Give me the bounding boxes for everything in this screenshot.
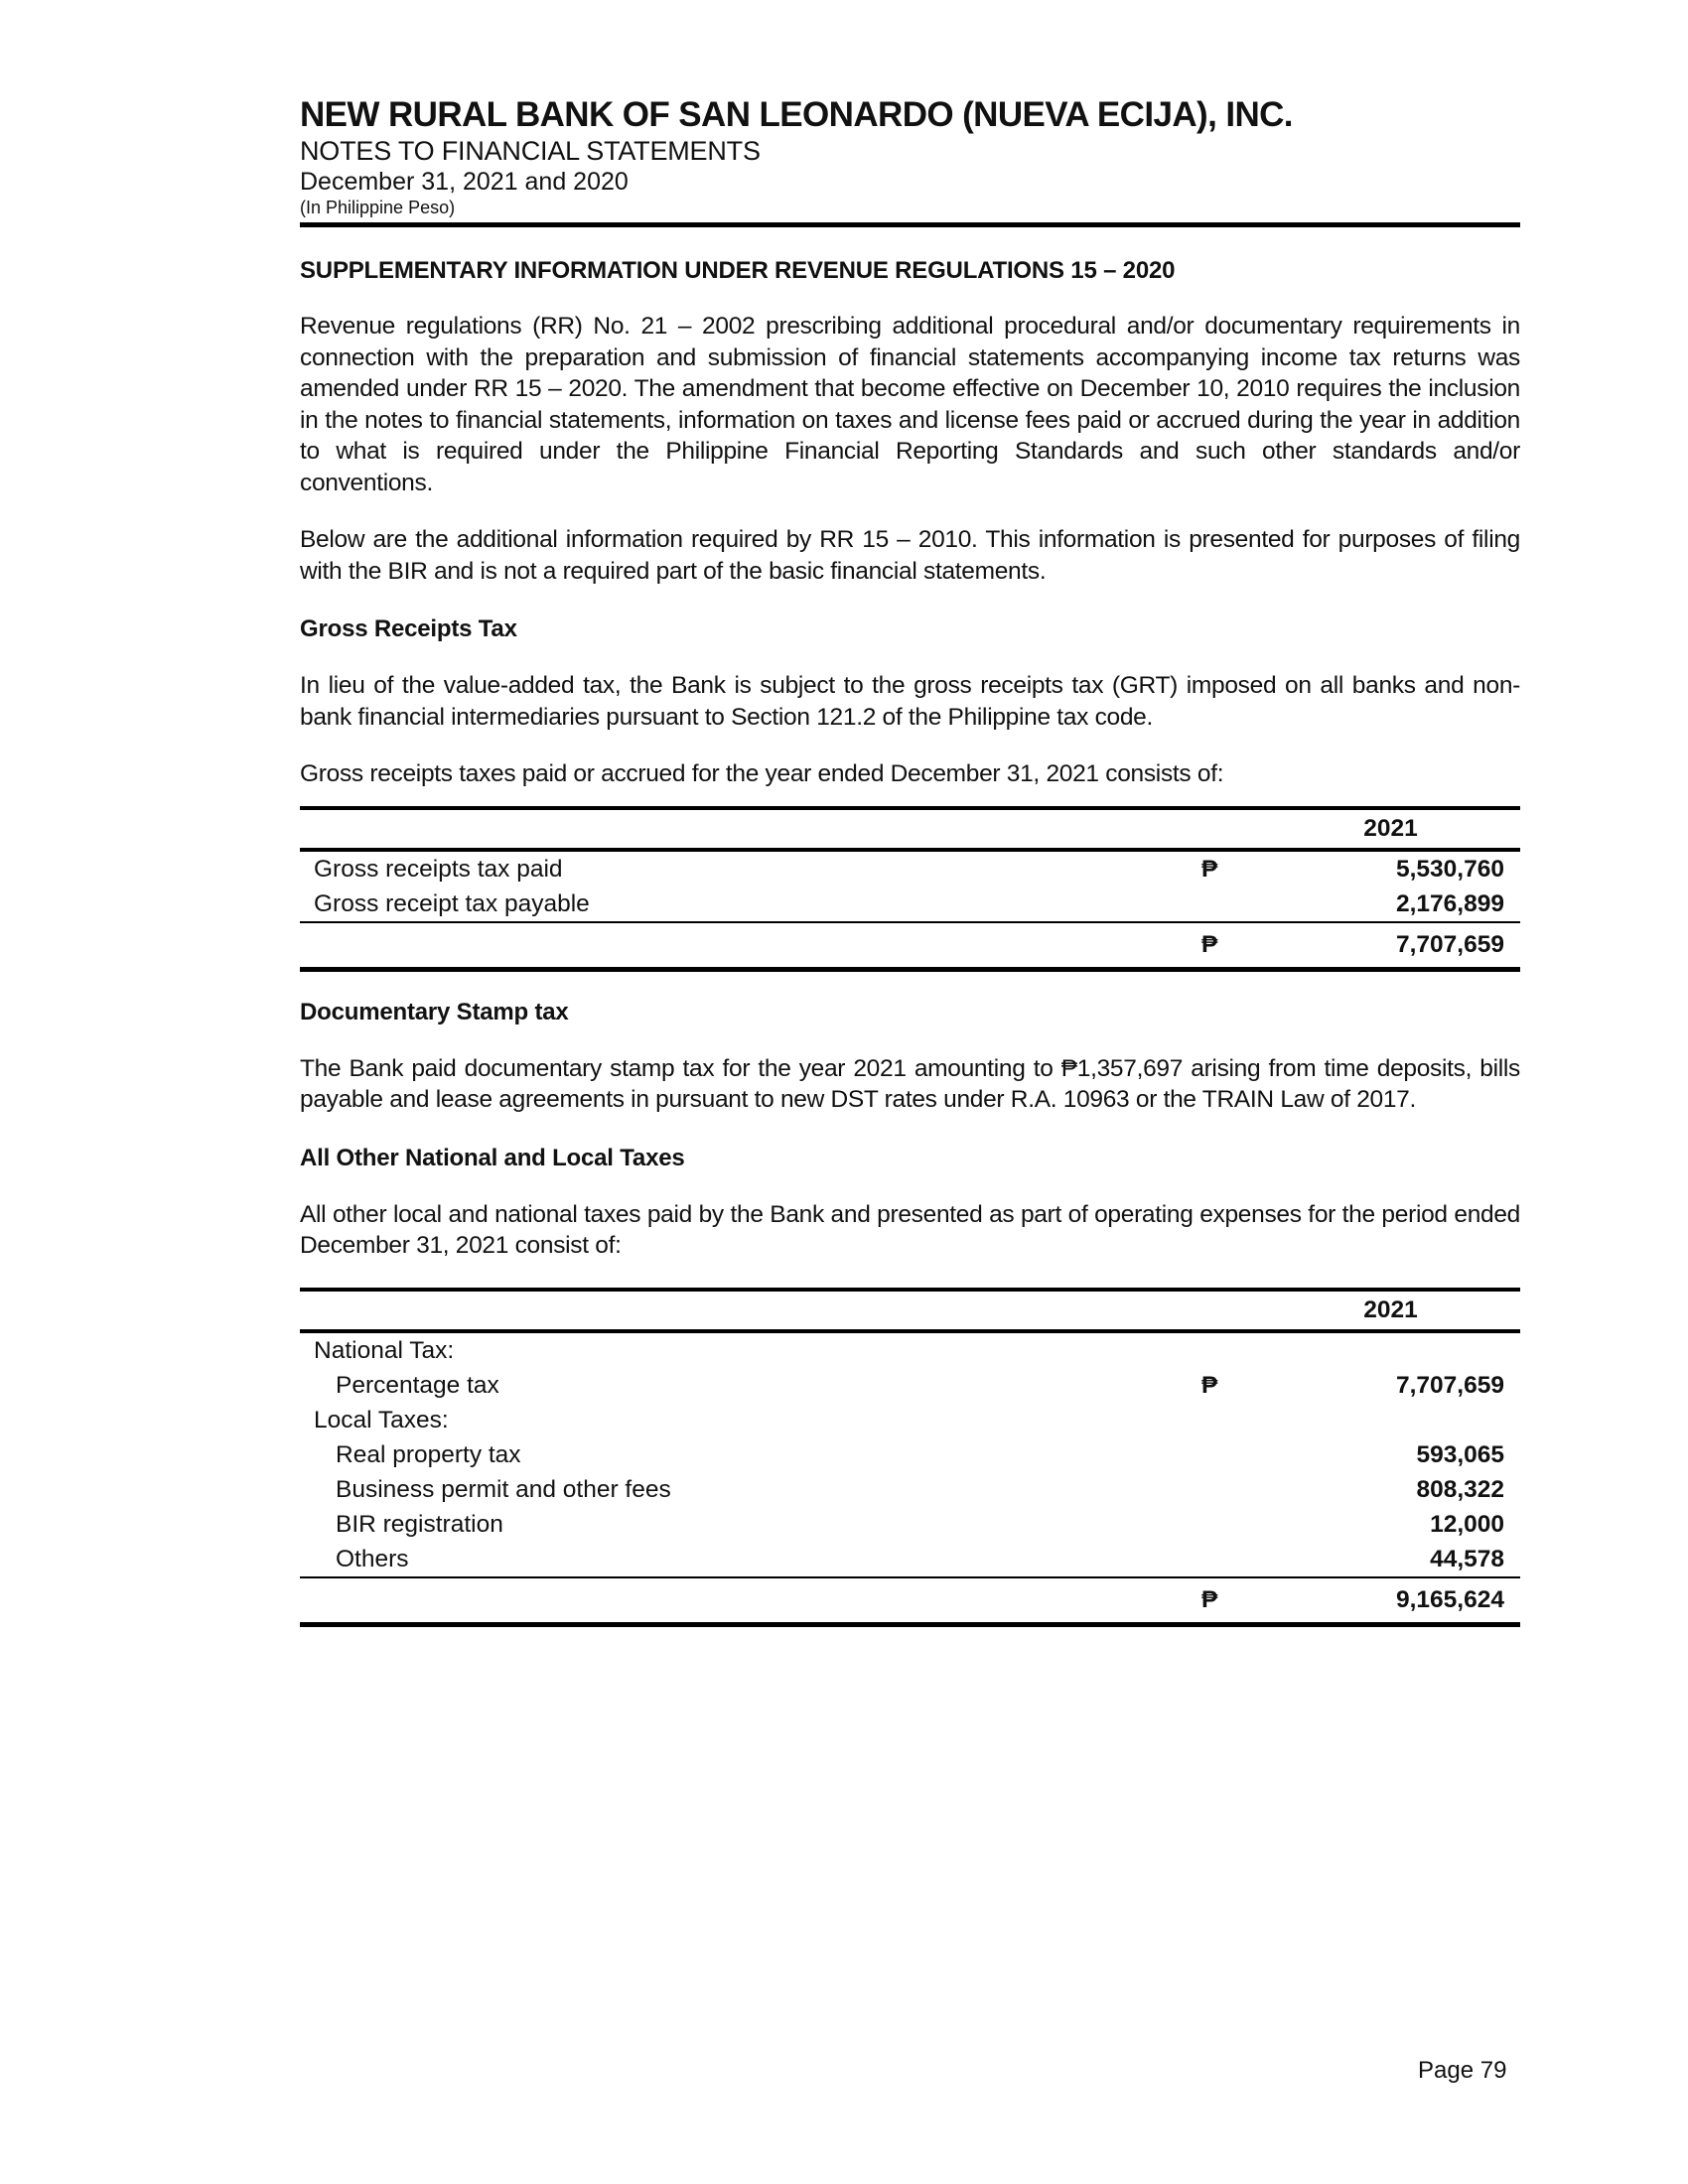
table-row xyxy=(300,887,1520,922)
row-amount: 7,707,659 xyxy=(1396,1371,1504,1399)
header-currency-cell xyxy=(1201,808,1261,850)
gross-receipts-paragraph-1: In lieu of the value-added tax, the Bank is subject to the gross receipts tax (GRT) imposed on all banks and non-bank financial intermediaries pursuant to Section 121.2 of the Philippine tax code. xyxy=(300,672,1520,731)
currency-note: (In Philippine Peso) xyxy=(300,198,456,217)
section-title: SUPPLEMENTARY INFORMATION UNDER REVENUE REGULATIONS 15 – 2020 xyxy=(300,257,1176,284)
intro-paragraph-1: Revenue regulations (RR) No. 21 – 2002 prescribing additional procedural and/or documentary requirements in connection with the preparation and submission of financial statements accompanying income tax returns was amended under RR 15 – 2020. The amendment that become effective on December 10, 2010 requires the inclusion in the notes to financial statements, information on taxes and license fees paid or accrued during the year in addition to what is required under the Philippine Financial Reporting Standards and such other standards and/or conventions. xyxy=(300,313,1520,496)
header-label-cell xyxy=(300,1290,1201,1331)
total-row xyxy=(300,1577,1520,1625)
row-label: Business permit and other fees xyxy=(336,1475,671,1503)
group-label: Local Taxes: xyxy=(314,1406,449,1433)
documentary-stamp-paragraph: The Bank paid documentary stamp tax for the year 2021 amounting to ₱1,357,697 arising from time deposits, bills payable and lease agreements in pursuant to new DST rates under R.A. 10963 or the TRAIN Law of 2017. xyxy=(300,1054,1520,1113)
other-taxes-table xyxy=(300,1288,1520,1627)
total-label xyxy=(300,922,1201,970)
year-header: 2021 xyxy=(1261,1290,1520,1331)
header-label-cell xyxy=(300,808,1201,850)
row-amount: 808,322 xyxy=(1416,1475,1504,1503)
row-label: Real property tax xyxy=(336,1440,521,1468)
table-row xyxy=(300,1472,1520,1507)
peso-sign-icon xyxy=(1201,1472,1261,1507)
gross-receipts-table xyxy=(300,806,1520,972)
header-divider xyxy=(300,222,1520,227)
document-page xyxy=(300,95,1520,1627)
peso-sign-icon xyxy=(1201,1507,1261,1542)
row-amount: 593,065 xyxy=(1416,1440,1504,1468)
bank-name: NEW RURAL BANK OF SAN LEONARDO (NUEVA ECIJA), INC. xyxy=(300,95,1293,134)
peso-sign-icon: ₱ xyxy=(1201,1371,1218,1399)
row-label: Others xyxy=(336,1545,409,1572)
row-amount: 12,000 xyxy=(1430,1510,1504,1538)
total-amount: 9,165,624 xyxy=(1261,1577,1520,1625)
table-row xyxy=(300,850,1520,887)
table-row xyxy=(300,1437,1520,1472)
peso-sign-icon xyxy=(1201,1542,1261,1577)
row-label: Gross receipt tax payable xyxy=(314,889,590,917)
peso-sign-icon: ₱ xyxy=(1201,855,1218,883)
row-label: Percentage tax xyxy=(336,1371,499,1399)
documentary-stamp-heading: Documentary Stamp tax xyxy=(300,998,569,1025)
other-taxes-heading: All Other National and Local Taxes xyxy=(300,1144,685,1171)
row-label: Gross receipts tax paid xyxy=(314,855,563,883)
group-row-national xyxy=(300,1331,1520,1368)
intro-paragraph-2: Below are the additional information required by RR 15 – 2010. This information is presented for purposes of filing with the BIR and is not a required part of the basic financial statements. xyxy=(300,526,1520,585)
total-amount: 7,707,659 xyxy=(1261,922,1520,970)
peso-sign-icon xyxy=(1201,887,1261,922)
group-label: National Tax: xyxy=(314,1336,455,1364)
row-amount: 5,530,760 xyxy=(1396,855,1504,883)
peso-sign-icon: ₱ xyxy=(1201,922,1261,970)
gross-receipts-paragraph-2: Gross receipts taxes paid or accrued for the year ended December 31, 2021 consists of: xyxy=(300,760,1224,787)
other-taxes-paragraph: All other local and national taxes paid by the Bank and presented as part of operating expenses for the period ended December 31, 2021 consist of: xyxy=(300,1200,1520,1259)
table-row xyxy=(300,1507,1520,1542)
row-label: BIR registration xyxy=(336,1510,503,1538)
statement-date: December 31, 2021 and 2020 xyxy=(300,168,629,196)
gross-receipts-heading: Gross Receipts Tax xyxy=(300,615,517,642)
header-currency-cell xyxy=(1201,1290,1261,1331)
row-amount: 44,578 xyxy=(1430,1545,1504,1572)
group-row-local xyxy=(300,1403,1520,1437)
table-header-row xyxy=(300,808,1520,850)
document-subtitle: NOTES TO FINANCIAL STATEMENTS xyxy=(300,136,761,166)
table-row xyxy=(300,1542,1520,1577)
table-row xyxy=(300,1368,1520,1403)
total-row xyxy=(300,922,1520,970)
row-amount: 2,176,899 xyxy=(1396,889,1504,917)
year-header: 2021 xyxy=(1261,808,1520,850)
table-header-row xyxy=(300,1290,1520,1331)
peso-sign-icon xyxy=(1201,1437,1261,1472)
peso-sign-icon: ₱ xyxy=(1201,1577,1261,1625)
total-label xyxy=(300,1577,1201,1625)
page-number: Page 79 xyxy=(1418,2057,1507,2084)
